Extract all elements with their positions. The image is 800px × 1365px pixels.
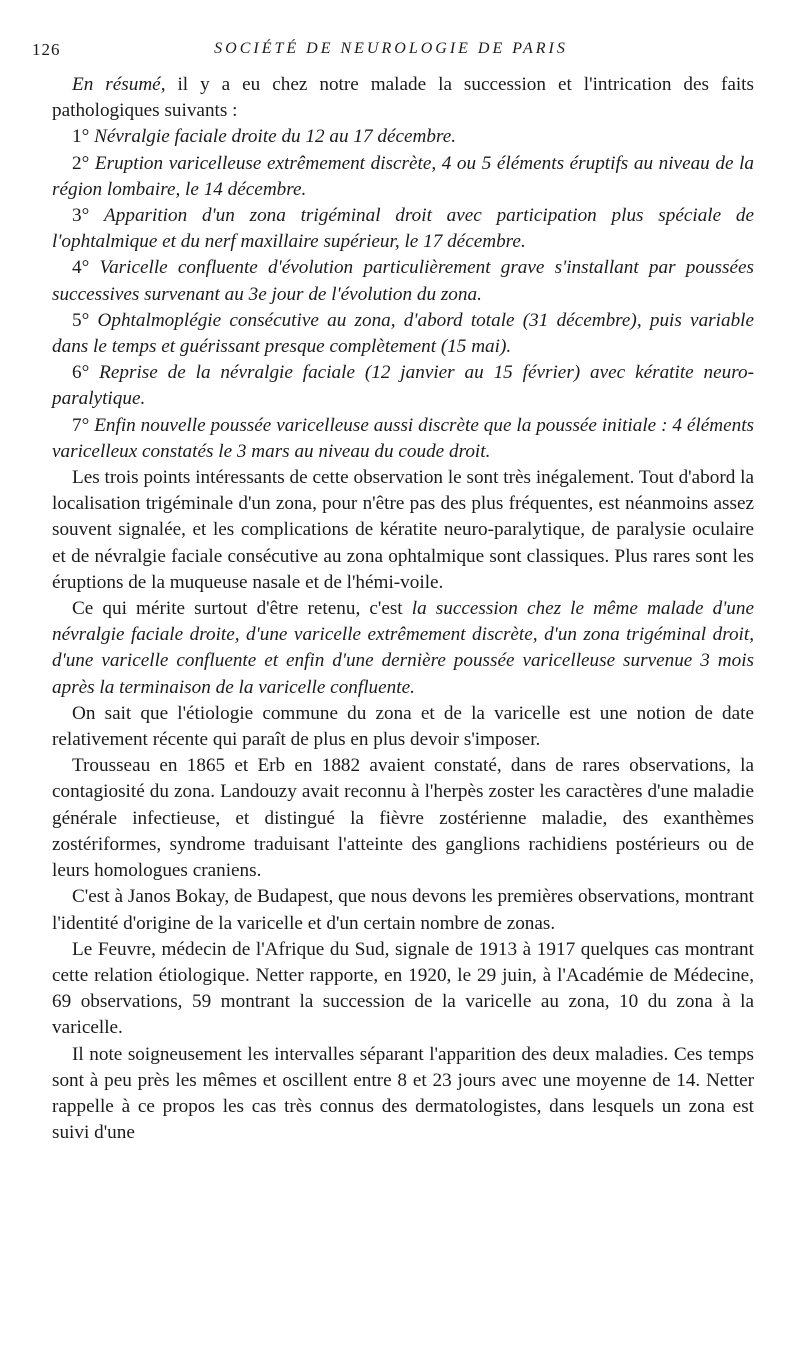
item-text: Varicelle confluente d'évolution particulièrement grave s'installant par poussées successives survenant au 3e jour de l'évolution du zona. <box>52 257 754 305</box>
list-item-2 <box>52 151 754 203</box>
list-item-5 <box>52 308 754 360</box>
paragraph-4: Trousseau en 1865 et Erb en 1882 avaient constaté, dans de rares observations, la contagiosité du zona. Landouzy avait reconnu à l'herpès zoster les caractères d'une maladie générale infectieuse, et distingué la fièvre zostérienne maladie, des exanthèmes zostériformes, syndrome traduisant l'atteinte des ganglions rachidiens postérieurs ou de leurs homologues craniens. <box>52 755 754 882</box>
running-title: SOCIÉTÉ DE NEUROLOGIE DE PARIS <box>214 40 568 57</box>
intro-rest: il y a eu chez notre malade la succession et l'intrication des faits pathologiques suivants : <box>52 74 754 122</box>
paragraph-2 <box>52 596 754 701</box>
item-number: 4° <box>72 257 90 279</box>
item-text: Eruption varicelleuse extrêmement discrète, 4 ou 5 éléments éruptifs au niveau de la région lombaire, le 14 décembre. <box>52 152 755 200</box>
list-item-7 <box>52 413 754 465</box>
page-header <box>32 40 750 64</box>
item-text: Reprise de la névralgie faciale (12 janvier au 15 février) avec kératite neuro-paralytique. <box>52 362 754 410</box>
item-number: 2° <box>72 152 90 174</box>
paragraph-7: Il note soigneusement les intervalles séparant l'apparition des deux maladies. Ces temps sont à peu près les mêmes et oscillent entre 8 et 23 jours avec une moyenne de 14. Netter rappelle à ce propos les cas très connus des dermatologistes, dans lesquels un zona est suivi d'une <box>52 1043 754 1144</box>
list-item-1 <box>52 124 754 150</box>
page-number: 126 <box>32 40 61 59</box>
paragraph-6: Le Feuvre, médecin de l'Afrique du Sud, signale de 1913 à 1917 quelques cas montrant cette relation étiologique. Netter rapporte, en 1920, le 29 juin, à l'Académie de Médecine, 69 observations, 59 montrant la succession de la varicelle au zona, 10 du zona à la varicelle. <box>52 938 754 1039</box>
item-number: 1° <box>72 126 90 148</box>
item-text: Ophtalmoplégie consécutive au zona, d'abord totale (31 décembre), puis variable dans le temps et guérissant presque complètement (15 mai). <box>52 309 755 358</box>
intro-lead: En résumé, <box>72 74 166 95</box>
paragraph-2-italic: la succession chez le même malade d'une névralgie faciale droite, d'une varicelle extrêmement discrète, d'un zona trigéminal droit, d'une varicelle confluente et enfin d'une dernière poussée varicelleuse survenue 3 mois après la terminaison de la varicelle confluente. <box>52 598 754 698</box>
item-text: Enfin nouvelle poussée varicelleuse aussi discrète que la poussée initiale : 4 éléments varicelleux constatés le 3 mars au niveau du coude droit. <box>52 414 755 462</box>
item-number: 7° <box>72 414 90 436</box>
paragraph-3: On sait que l'étiologie commune du zona et de la varicelle est une notion de date relativement récente qui paraît de plus en plus devoir s'imposer. <box>52 702 754 751</box>
intro-paragraph <box>52 72 754 124</box>
item-number: 3° <box>72 205 90 227</box>
item-text: Névralgie faciale droite du 12 au 17 décembre. <box>94 126 457 148</box>
paragraph-5: C'est à Janos Bokay, de Budapest, que nous devons les premières observations, montrant l'identité d'origine de la varicelle et d'un certain nombre de zonas. <box>52 886 754 934</box>
list-item-6 <box>52 360 754 412</box>
paragraph-1: Les trois points intéressants de cette observation le sont très inégalement. Tout d'abord la localisation trigéminale d'un zona, pour n'être pas des plus fréquentes, est néanmoins assez souvent signalée, et les complications de kératite neuro-paralytique, de paralysie oculaire et de névralgie faciale consécutive au zona ophtalmique sont classiques. Plus rares sont les éruptions de la muqueuse nasale et de l'hémi-voile. <box>52 467 754 593</box>
paragraph-2-lead: Ce qui mérite surtout d'être retenu, c'est <box>72 598 412 620</box>
list-item-4 <box>52 255 754 307</box>
body-text <box>52 72 754 1146</box>
item-text: Apparition d'un zona trigéminal droit avec participation plus spéciale de l'ophtalmique et du nerf maxillaire supérieur, le 17 décembre. <box>52 205 755 253</box>
item-number: 5° <box>72 309 90 331</box>
item-number: 6° <box>72 362 90 384</box>
list-item-3 <box>52 203 754 255</box>
